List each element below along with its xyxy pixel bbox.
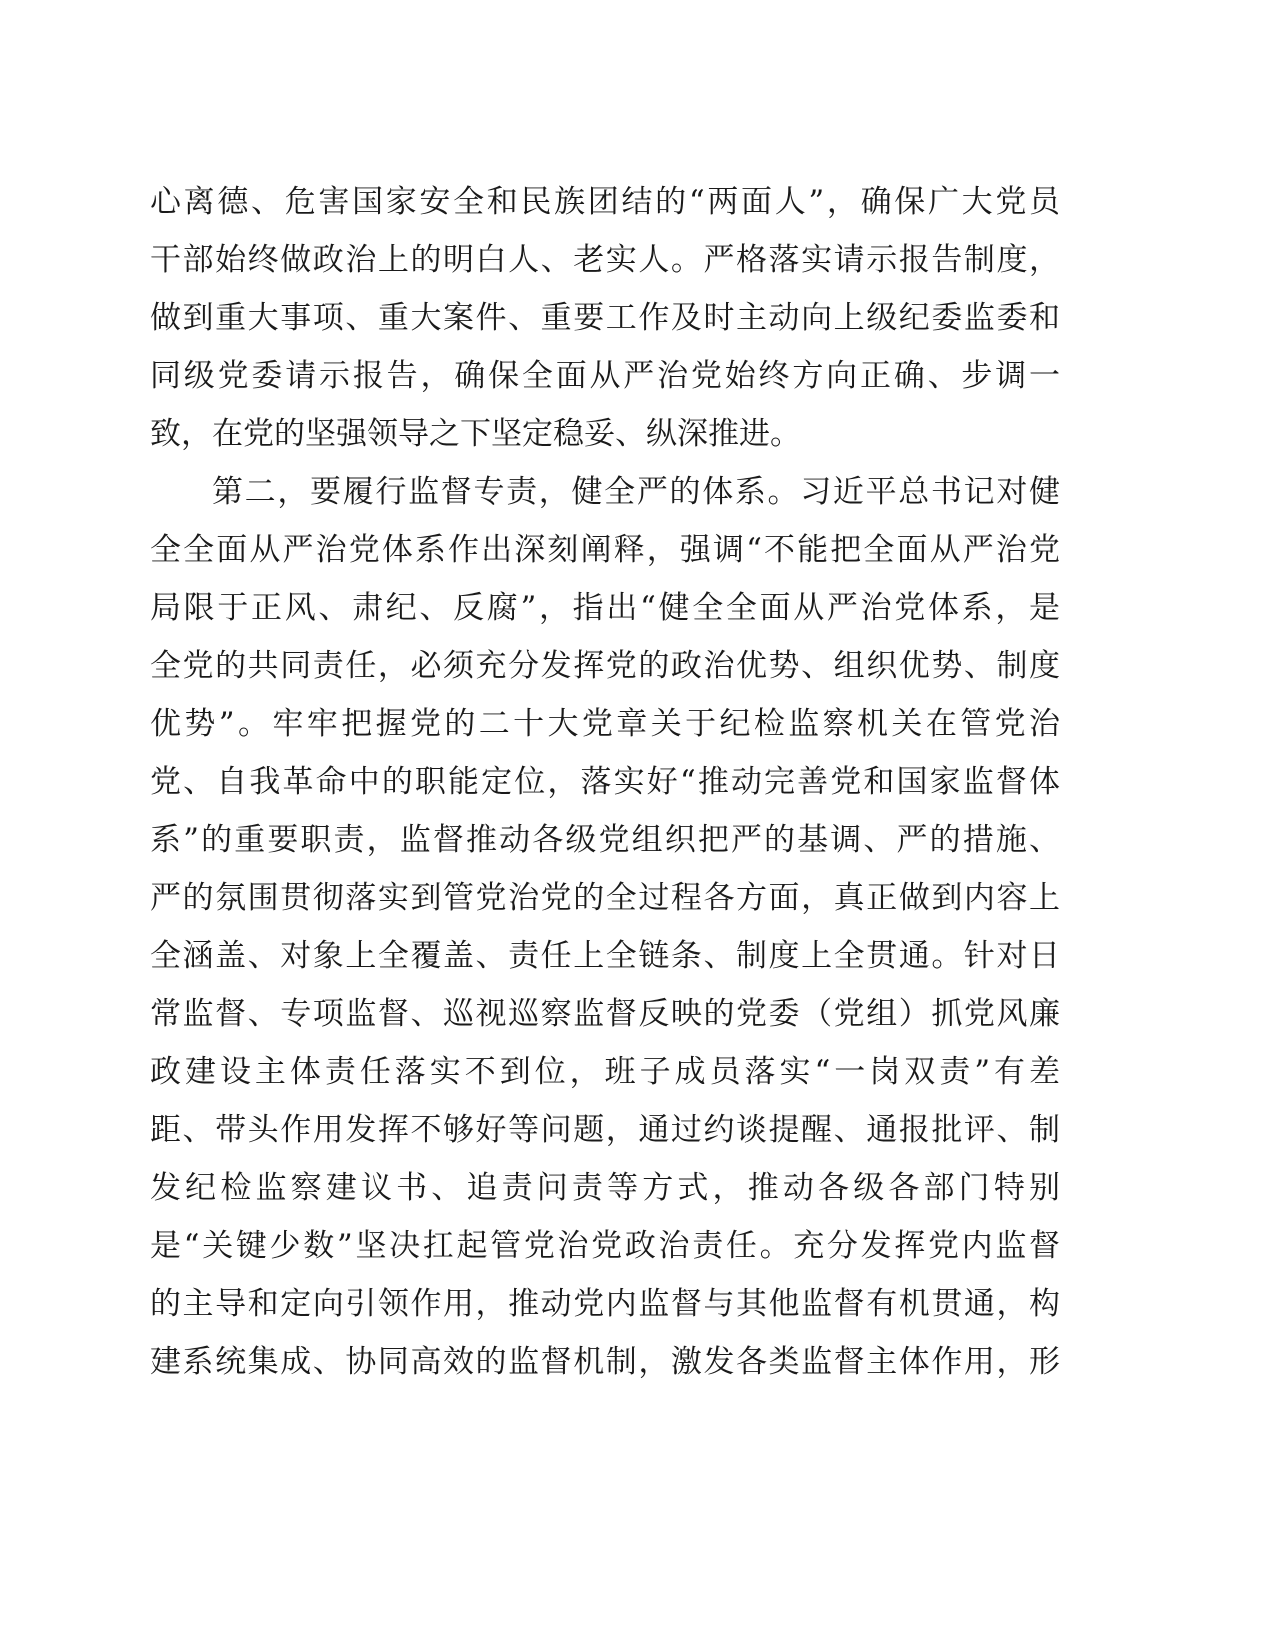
text-line: 党、自我革命中的职能定位，落实好“推动完善党和国家监督体 [150, 764, 1060, 800]
paragraph-end-line: 致，在党的坚强领导之下坚定稳妥、纵深推进。 [150, 416, 801, 452]
text-line: 距、带头作用发挥不够好等问题，通过约谈提醒、通报批评、制 [150, 1112, 1060, 1148]
text-line: 是“关键少数”坚决扛起管党治党政治责任。充分发挥党内监督 [150, 1228, 1060, 1264]
text-line: 全党的共同责任，必须充分发挥党的政治优势、组织优势、制度 [150, 648, 1060, 684]
text-line: 建系统集成、协同高效的监督机制，激发各类监督主体作用，形 [150, 1344, 1060, 1380]
text-line: 政建设主体责任落实不到位，班子成员落实“一岗双责”有差 [150, 1054, 1060, 1090]
text-line: 干部始终做政治上的明白人、老实人。严格落实请示报告制度， [150, 242, 1060, 278]
text-line: 全全面从严治党体系作出深刻阐释，强调“不能把全面从严治党 [150, 532, 1060, 568]
text-line: 优势”。牢牢把握党的二十大党章关于纪检监察机关在管党治 [150, 706, 1060, 742]
text-line: 全涵盖、对象上全覆盖、责任上全链条、制度上全贯通。针对日 [150, 938, 1060, 974]
body-text [150, 173, 1060, 1391]
text-line: 局限于正风、肃纪、反腐”，指出“健全全面从严治党体系，是 [150, 590, 1060, 626]
text-line: 的主导和定向引领作用，推动党内监督与其他监督有机贯通，构 [150, 1286, 1060, 1322]
text-line: 同级党委请示报告，确保全面从严治党始终方向正确、步调一 [150, 358, 1060, 394]
text-line: 严的氛围贯彻落实到管党治党的全过程各方面，真正做到内容上 [150, 880, 1060, 916]
text-line: 发纪检监察建议书、追责问责等方式，推动各级各部门特别 [150, 1170, 1060, 1206]
text-line: 常监督、专项监督、巡视巡察监督反映的党委（党组）抓党风廉 [150, 996, 1060, 1032]
paragraph-first-line: 第二，要履行监督专责，健全严的体系。习近平总书记对健 [212, 474, 1060, 510]
text-line: 心离德、危害国家安全和民族团结的“两面人”，确保广大党员 [150, 184, 1060, 220]
text-line: 系”的重要职责，监督推动各级党组织把严的基调、严的措施、 [150, 822, 1060, 858]
text-line: 做到重大事项、重大案件、重要工作及时主动向上级纪委监委和 [150, 300, 1060, 336]
